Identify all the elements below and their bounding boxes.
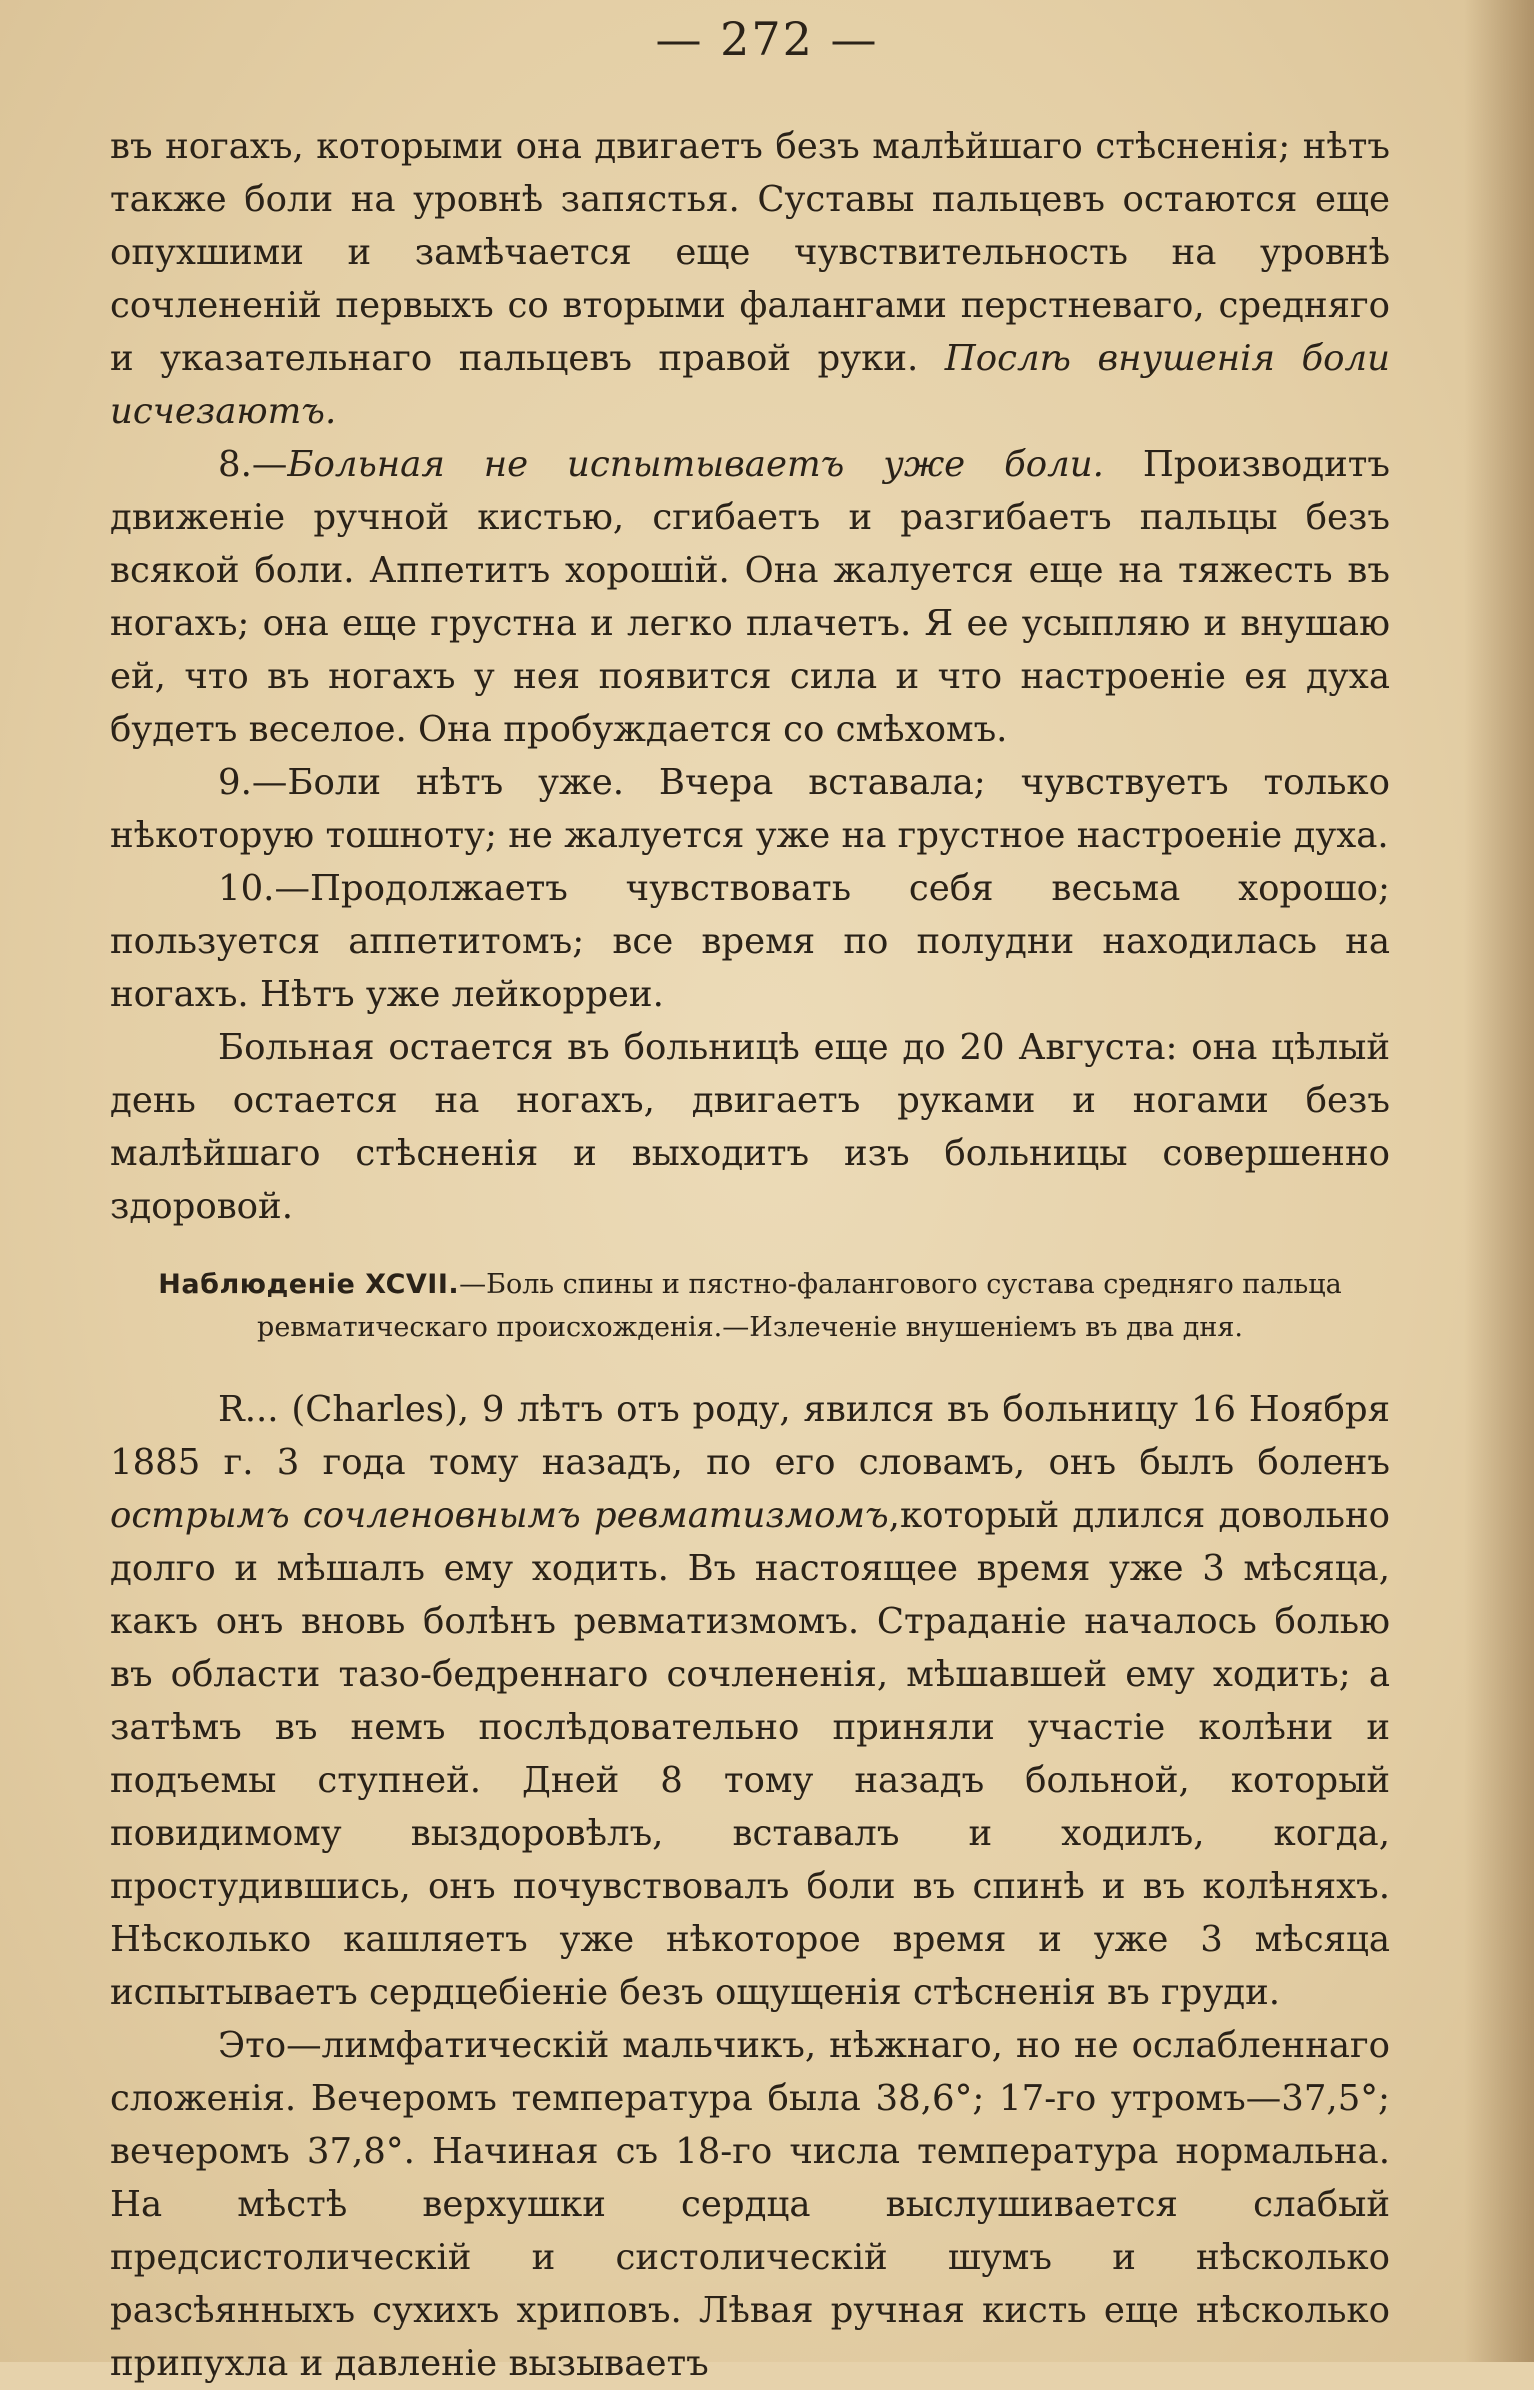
observation-title-1: —Боль спины и пястно-фалангового сустава средняго пальца [459,1269,1342,1300]
paragraph-case-history [110,1383,1390,2019]
day-8-text: Производитъ движеніе ручной кистью, сгибаетъ и разгибаетъ пальцы безъ всякой боли. Аппетитъ хорошій. Она жалуется еще на тяжесть въ ногахъ; она еще грустна и легко плачетъ. Я ее усыпляю и внушаю ей, что въ ногахъ у нея появится сила и что настроеніе ея духа будетъ веселое. Она пробуждается со смѣхомъ. [110,444,1391,750]
paragraph-1-italic: Послѣ внушенія боли исчезаютъ. [110,338,1391,432]
paragraph-1-text: въ ногахъ, которыми она двигаетъ безъ малѣйшаго стѣсненія; нѣтъ также боли на уровнѣ запястья. Суставы пальцевъ остаются еще опухшими и замѣчается еще чувствительность на уровнѣ сочлененій первыхъ со вторыми фалангами перстневаго, средняго и указательнаго пальцевъ правой руки. [110,126,1390,379]
case-history-italic: острымъ сочленовнымъ ревматизмомъ [110,1495,889,1536]
paragraph-discharge: Больная остается въ больницѣ еще до 20 Августа: она цѣлый день остается на ногахъ, двигаетъ руками и ногами безъ малѣйшаго стѣсненія и выходитъ изъ больницы совершенно здоровой. [110,1027,1390,1227]
paragraph-day-8 [110,438,1390,756]
paragraph-day-10: 10.—Продолжаетъ чувствовать себя весьма хорошо; пользуется аппетитомъ; все время по полудни находилась на ногахъ. Нѣтъ уже лейкорреи. [110,868,1390,1015]
page-edge-shadow [1464,0,1534,2362]
observation-line-1 [110,1263,1390,1306]
case-history-text-b: ,который длился довольно долго и мѣшалъ ему ходить. Въ настоящее время уже 3 мѣсяца, какъ онъ вновь болѣнъ ревматизмомъ. Страданіе началось болью въ области тазо-бедреннаго сочлененія, мѣшавшей ему ходить; а затѣмъ въ немъ послѣдовательно приняли участіе колѣни и подъемы ступней. Дней 8 тому назадъ больной, который повидимому выздоровѣлъ, вставалъ и ходилъ, когда, простудившись, онъ почувствовалъ боли въ спинѣ и въ колѣняхъ. Нѣсколько кашляетъ уже нѣкоторое время и уже 3 мѣсяца испытываетъ сердцебіеніе безъ ощущенія стѣсненія въ груди. [110,1495,1391,2013]
day-8-italic: Больная не испытываетъ уже боли. [287,444,1104,485]
observation-heading [110,1263,1390,1349]
page-body [110,120,1390,2390]
paragraph-1 [110,120,1390,438]
paragraph-examination: Это—лимфатическій мальчикъ, нѣжнаго, но не ослабленнаго сложенія. Вечеромъ температура была 38,6°; 17-го утромъ—37,5°; вечеромъ 37,8°. Начиная съ 18-го числа температура нормальна. На мѣстѣ верхушки сердца выслушивается слабый предсистолическій и систолическій шумъ и нѣсколько разсѣянныхъ сухихъ хриповъ. Лѣвая ручная кисть еще нѣсколько припухла и давленіе вызываетъ [110,2025,1390,2384]
paragraph-day-9: 9.—Боли нѣтъ уже. Вчера вставала; чувствуетъ только нѣкоторую тошноту; не жалуется уже на грустное настроеніе духа. [110,762,1390,856]
observation-label: Наблюденіе XCVII. [158,1269,460,1300]
observation-title-2: ревматическаго происхожденія.—Излеченіе внушеніемъ въ два дня. [257,1312,1243,1343]
day-8-number: 8.— [218,444,288,485]
page-number: — 272 — [655,12,879,66]
case-history-text-a: R... (Charles), 9 лѣтъ отъ роду, явился въ больницу 16 Ноября 1885 г. 3 года тому назадъ, по его словамъ, онъ былъ боленъ [110,1389,1390,1483]
